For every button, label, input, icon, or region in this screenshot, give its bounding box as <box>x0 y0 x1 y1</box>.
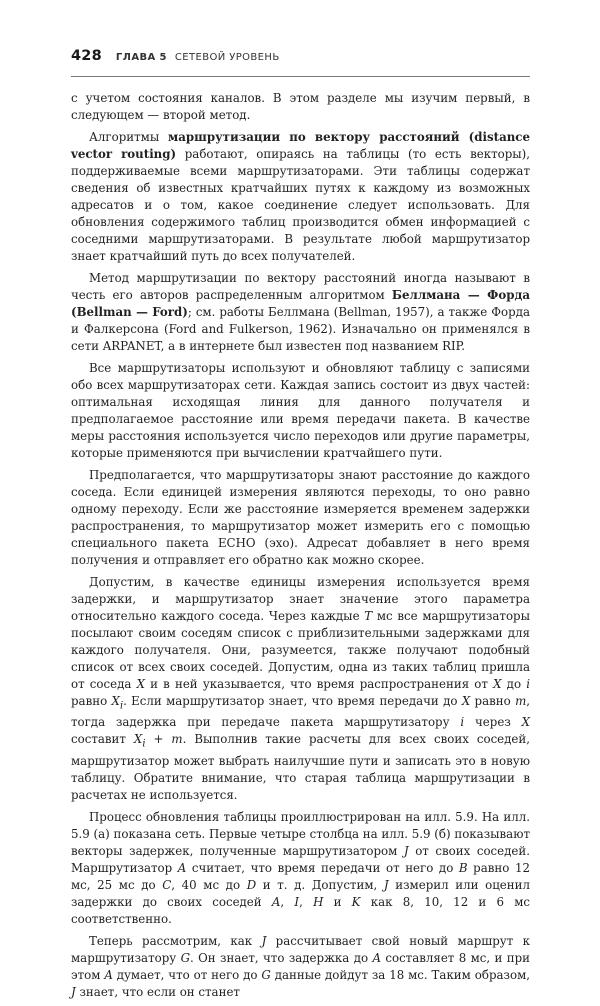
header-rule <box>71 76 530 77</box>
paragraph-6: Допустим, в качестве единицы измерения используется время задержки, и маршрутизатор знает значение этого параметра относительно каждого соседа. Через каждые T мс все маршрутизаторы посылают своим соседям список с приблизительными задержками для каждого получателя. Они, разумеется, также получают подобный список от всех своих соседей. Допустим, одна из таких таблиц пришла от соседа X и в ней указывается, что время распространения от X до i равно $X_i$. Если маршрутизатор знает, что время передачи до X равно m, тогда задержка при передаче пакета маршрутизатору i через X составит $X_i + m$. Выполнив такие расчеты для всех своих соседей, маршрутизатор может выбрать наилучшие пути и записать это в новую таблицу. Обратите внимание, что старая таблица маршрутизации в расчетах не используется. <box>71 575 531 802</box>
paragraph-2: Алгоритмы маршрутизации по вектору расстояний (distance vector routing) работают, опираясь на таблицы (то есть векторы), поддерживаемые всеми маршрутизаторами. Эти таблицы содержат сведения об известных кратчайших путях к каждому из возможных адресатов и о том, какое соединение следует использовать. Для обновления содержимого таблиц производится обмен информацией с соседними маршрутизаторами. В результате любой маршрутизатор знает кратчайший путь до всех получателей. <box>71 130 531 263</box>
chapter-title: СЕТЕВОЙ УРОВЕНЬ <box>174 52 280 63</box>
paragraph-5: Предполагается, что маршрутизаторы знают расстояние до каждого соседа. Если единицей измерения являются переходы, то оно равно одному переходу. Если же расстояние измеряется временем задержки распространения, то маршрутизатор может измерить его с помощью специального пакета ECHO (эхо). Адресат добавляет в него время получения и отправляет его обратно как можно скорее. <box>71 468 530 567</box>
paragraph-4: Все маршрутизаторы используют и обновляют таблицу с записями обо всех маршрутизаторах сети. Каждая запись состоит из двух частей: оптимальная исходящая линия для данного получателя и предполагаемое расстояние или время передачи пакета. В качестве меры расстояния используется число переходов или другие параметры, которые применяются при вычислении кратчайшего пути. <box>71 361 530 460</box>
term-bellman-ford: Беллмана — Форда (Bellman — Ford) <box>71 288 531 319</box>
running-header <box>71 48 280 72</box>
page-number: 428 <box>71 48 102 64</box>
paragraph-1: с учетом состояния каналов. В этом разделе мы изучим первый, в следующем — второй метод. <box>71 91 530 122</box>
chapter-heading <box>116 52 280 63</box>
chapter-label: ГЛАВА 5 <box>115 52 167 63</box>
paragraph-8: Теперь рассмотрим, как J рассчитывает свой новый маршрут к маршрутизатору G. Он знает, что задержка до A составляет 8 мс, и при этом A думает, что от него до G данные дойдут за 18 мс. Таким образом, J знает, что если он станет <box>71 933 530 999</box>
term-distance-vector: маршрутизации по вектору расстояний (distance vector routing) <box>71 130 530 161</box>
paragraph-3: Метод маршрутизации по вектору расстояний иногда называют в честь его авторов распределенным алгоритмом Беллмана — Форда (Bellman — Ford); см. работы Беллмана (Bellman, 1957), а также Форда и Фалкерсона (Ford and Fulkerson, 1962). Изначально он применялся в сети ARPANET, а в интернете был известен под названием RIP. <box>71 271 531 353</box>
page-body <box>71 90 530 1006</box>
paragraph-7: Процесс обновления таблицы проиллюстрирован на илл. 5.9. На илл. 5.9 (а) показана сеть. Первые четыре столбца на илл. 5.9 (б) показывают векторы задержек, полученные маршрутизатором J от своих соседей. Маршрутизатор A считает, что время передачи от него до B равно 12 мс, 25 мс до C, 40 мс до D и т. д. Допустим, J измерил или оценил задержки до своих соседей A, I, H и K как 8, 10, 12 и 6 мс соответственно. <box>71 809 531 926</box>
